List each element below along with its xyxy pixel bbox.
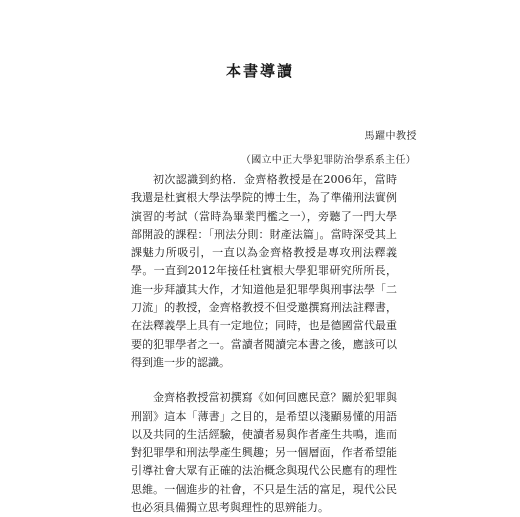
author-name: 馬躍中教授 xyxy=(364,131,417,142)
paragraph: 金齊格教授當初撰寫《如何回應民意？關於犯罪與刑罰》這本「薄書」之目的，是希望以淺顯易懂的用語以及共同的生活經驗，使讀者易與作者產生共鳴，進而對犯罪學和刑法學產生興趣；另一個層面，作者希望能引導社會大眾有正確的法治概念與現代公民應有的理性思維。一個進步的社會，不只是生活的富足，現代公民也必須具備獨立思考與理性的思辨能力。 xyxy=(131,391,397,515)
author-affiliation: （國立中正大學犯罪防治學系系主任） xyxy=(240,155,416,166)
page-title: 本書導讀 xyxy=(225,62,294,80)
body-text xyxy=(131,171,397,517)
paragraph: 初次認識到約格．金齊格教授是在2006年，當時我還是杜賓根大學法學院的博士生，為了準備刑法實例演習的考試（當時為畢業門檻之一），旁聽了一門大學部開設的課程：「刑法分則：財產法篇」。當時深受其上課魅力所吸引，一直以為金齊格教授是專攻刑法釋義學。一直到2012年接任杜賓根大學犯罪研究所所長，進一步拜讀其大作，才知道他是犯罪學與刑事法學「二刀流」的教授，金齊格教授不但受邀撰寫刑法註釋書，在法釋義學上具有一定地位；同時，也是德國當代最重要的犯罪學者之一。當讀者閱讀完本書之後，應該可以得到進一步的認識。 xyxy=(131,173,397,369)
